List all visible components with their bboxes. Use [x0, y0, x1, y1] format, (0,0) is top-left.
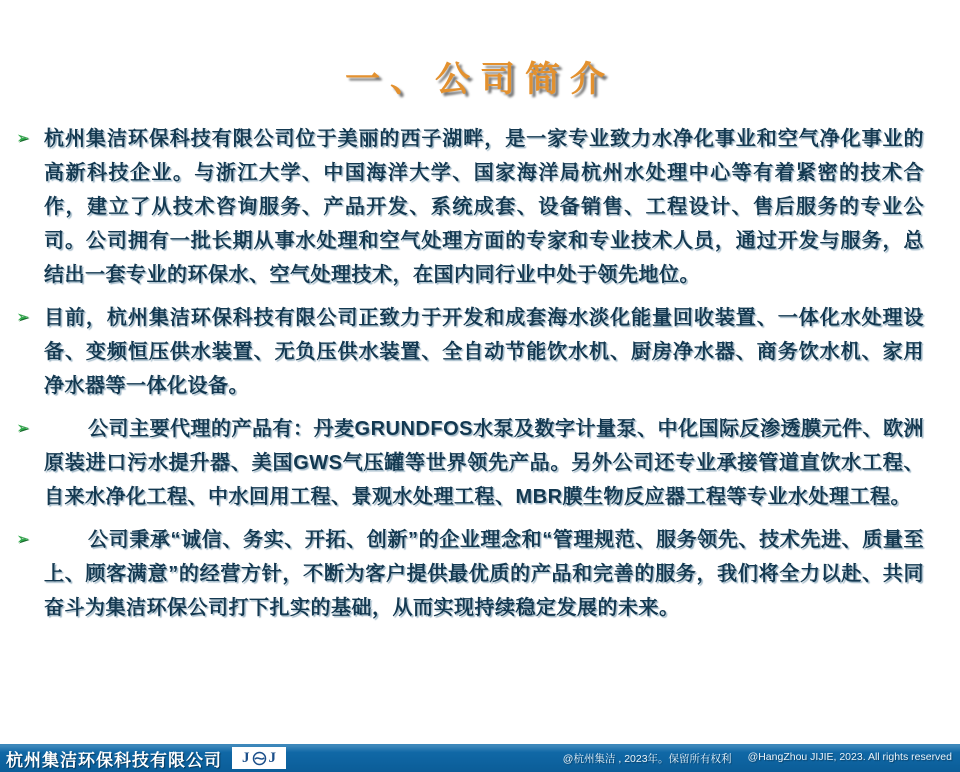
paragraph-text: 公司主要代理的产品有：丹麦GRUNDFOS水泵及数字计量泵、中化国际反渗透膜元件、欧洲原装进口污水提升器、美国GWS气压罐等世界领先产品。另外公司还专业承接管道直饮水工程、自来水净化工程、中水回用工程、景观水处理工程、MBR膜生物反应器工程等专业水处理工程。 [44, 418, 924, 508]
paragraph-list [0, 122, 960, 625]
bullet-arrow-icon: ➢ [16, 531, 30, 548]
copyright-chinese: @杭州集洁 , 2023年。保留所有权利 [562, 752, 732, 765]
bullet-arrow-icon: ➢ [16, 130, 30, 147]
bullet-paragraph [12, 301, 924, 403]
swirl-icon [252, 751, 267, 766]
logo-letter: J [268, 749, 276, 766]
footer-company-name: 杭州集洁环保科技有限公司 [6, 750, 222, 770]
copyright-english: @HangZhou JIJIE, 2023. All rights reserved [747, 750, 952, 763]
bullet-arrow-icon: ➢ [16, 420, 30, 437]
copyright-text [563, 751, 960, 766]
paragraph-text: 目前，杭州集洁环保科技有限公司正致力于开发和成套海水淡化能量回收装置、一体化水处理设备、变频恒压供水装置、无负压供水装置、全自动节能饮水机、厨房净水器、商务饮水机、家用净水器等一体化设备。 [44, 307, 924, 397]
bullet-paragraph [12, 412, 924, 514]
paragraph-text: 杭州集洁环保科技有限公司位于美丽的西子湖畔，是一家专业致力水净化事业和空气净化事业的高新科技企业。与浙江大学、中国海洋大学、国家海洋局杭州水处理中心等有着紧密的技术合作，建立了从技术咨询服务、产品开发、系统成套、设备销售、工程设计、售后服务的专业公司。公司拥有一批长期从事水处理和空气处理方面的专家和专业技术人员，通过开发与服务，总结出一套专业的环保水、空气处理技术，在国内同行业中处于领先地位。 [44, 128, 924, 286]
bullet-arrow-icon: ➢ [16, 309, 30, 326]
logo-letter: J [242, 749, 250, 766]
bullet-paragraph [12, 523, 924, 625]
presentation-slide [0, 52, 960, 772]
page-title: 一、公司简介 [344, 60, 615, 99]
company-logo [232, 747, 286, 769]
bullet-paragraph [12, 122, 924, 292]
paragraph-text: 公司秉承“诚信、务实、开拓、创新”的企业理念和“管理规范、服务领先、技术先进、质量至上、顾客满意”的经营方针，不断为客户提供最优质的产品和完善的服务，我们将全力以赴、共同奋斗为集洁环保公司打下扎实的基础，从而实现持续稳定发展的未来。 [44, 529, 924, 619]
footer-bar [0, 744, 960, 772]
